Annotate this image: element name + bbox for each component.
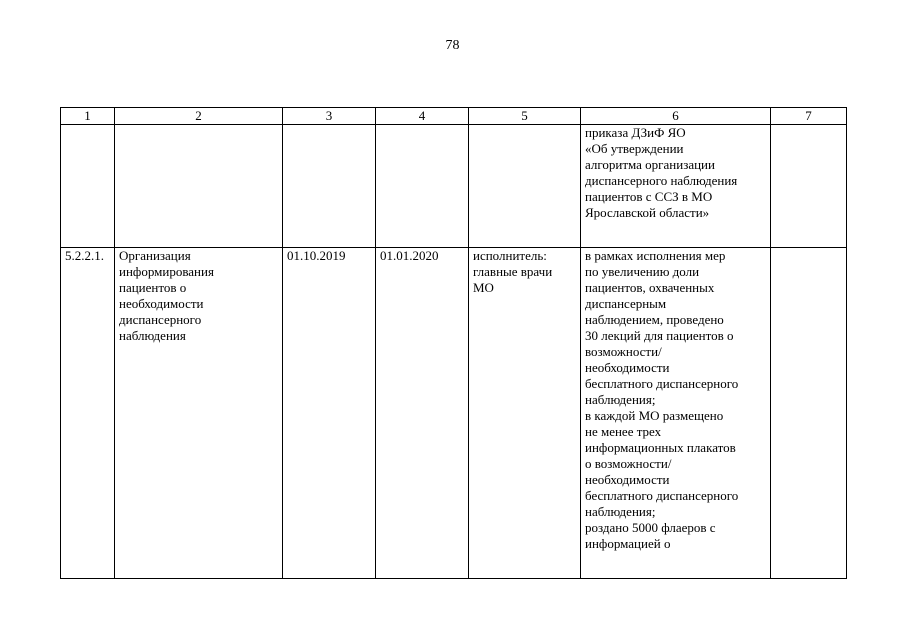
row-number-cell: [61, 248, 115, 579]
plan-table: [60, 107, 847, 579]
event-cell: [115, 125, 283, 248]
event-text: Организация информирования пациентов о необходимости диспансерного наблюдения: [119, 248, 214, 343]
column-header-6: 6: [581, 108, 771, 125]
executor-cell: [469, 125, 581, 248]
column-header-2: 2: [115, 108, 283, 125]
result-text: в рамках исполнения мер по увеличению доли пациентов, охваченных диспансерным наблюдением, проведено 30 лекций для пациентов о возможности/ необходимости бесплатного диспансерного наблюдения; в каждой МО размещено не менее трех информационных плакатов о возможности/ необходимости бесплатного диспансерного наблюдения; роздано 5000 флаеров с информацией о: [585, 248, 739, 551]
start-date-cell: [283, 125, 376, 248]
end-date-cell: [376, 248, 469, 579]
column-header-7: 7: [771, 108, 847, 125]
note-cell: [771, 125, 847, 248]
note-cell: [771, 248, 847, 579]
result-text: приказа ДЗиФ ЯО «Об утверждении алгоритма организации диспансерного наблюдения пациентов с ССЗ в МО Ярославской области»: [585, 125, 738, 220]
executor-text: исполнитель: главные врачи МО: [473, 248, 553, 295]
row-number-cell: [61, 125, 115, 248]
start-date-cell: [283, 248, 376, 579]
page-number: 78: [445, 38, 460, 53]
header-row: [61, 108, 847, 125]
end-date-cell: [376, 125, 469, 248]
start-date: 01.10.2019: [287, 248, 346, 263]
column-header-3: 3: [283, 108, 376, 125]
column-header-4: 4: [376, 108, 469, 125]
executor-cell: [469, 248, 581, 579]
event-cell: [115, 248, 283, 579]
result-cell: [581, 125, 771, 248]
end-date: 01.01.2020: [380, 248, 439, 263]
table-row: [61, 125, 847, 248]
row-number: 5.2.2.1.: [65, 248, 104, 263]
column-header-1: 1: [61, 108, 115, 125]
table-row: [61, 248, 847, 579]
column-header-5: 5: [469, 108, 581, 125]
result-cell: [581, 248, 771, 579]
